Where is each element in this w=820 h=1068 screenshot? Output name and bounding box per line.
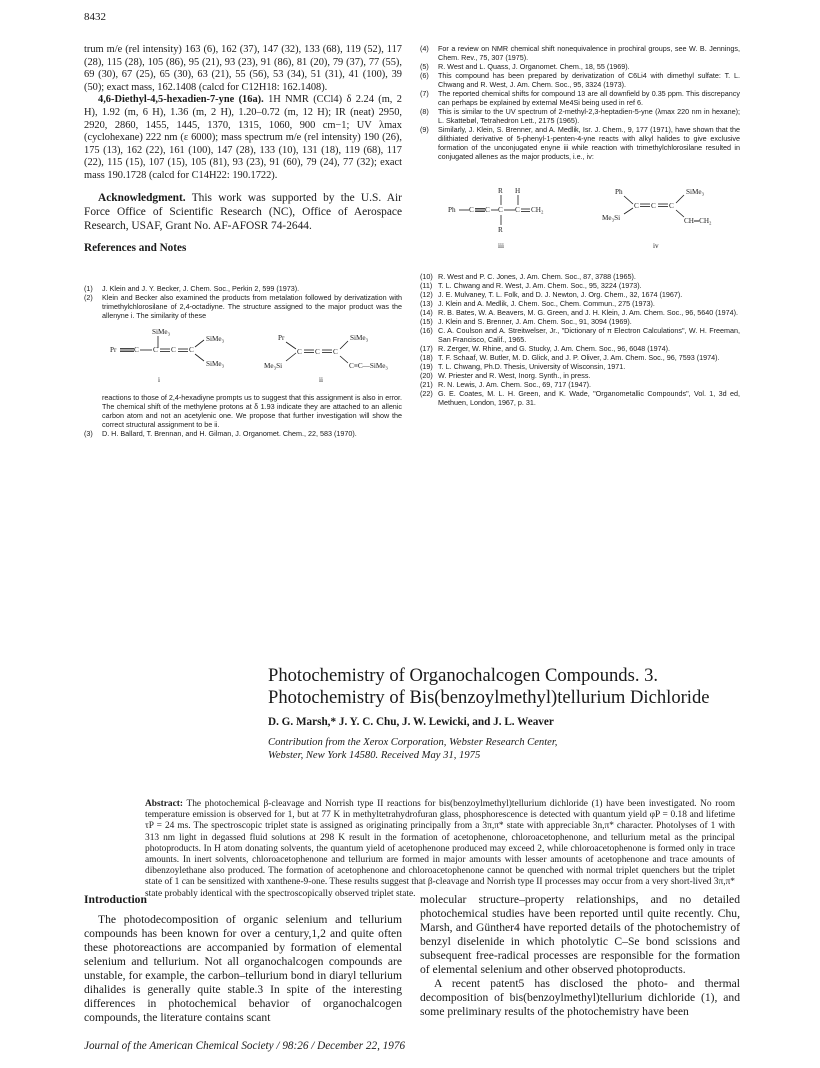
article-authors: D. G. Marsh,* J. Y. C. Chu, J. W. Lewicki, and J. L. Weaver <box>268 716 554 728</box>
reference-number: (12) <box>420 290 433 299</box>
reference-text: For a review on NMR chemical shift nonequivalence in prochiral groups, see W. B. Jennings, Chem. Rev., 75, 307 (1975). <box>438 44 740 62</box>
struct-i-top-sime3: SiMe₃ <box>152 328 171 336</box>
reference-number: (14) <box>420 308 433 317</box>
intro-paragraph-2: molecular structure–property relationships, and no detailed photochemical studies have been reported until quite recently. Chu, Marsh, and Günther4 have reported details of the photochemistry of benzyl diselenide in which photolytic C–Se bond scissions and subsequent free-radical processes are responsible for the formation of elemental selenium and other observed photoproducts. <box>420 893 740 976</box>
reference-text: C. A. Coulson and A. Streitwelser, Jr., "Dictionary of π Electron Calculations", W. H. Freeman, San Francisco, Calif., 1965. <box>438 326 740 344</box>
intro-paragraph-1: The photodecomposition of organic selenium and tellurium compounds has been known for over a century,1,2 and quite often these photoreactions are accompanied by formation of elemental selenium and tellurium. Not all organochalcogen compounds are unstable, for example, the carbon–tellurium bond in diaryl tellurium dihalides is generally quite stable.3 In spite of the interesting differences in photochemical behavior of organochalcogen compounds, the literature contains scant <box>84 913 402 1024</box>
journal-footer: Journal of the American Chemical Society / 98:26 / December 22, 1976 <box>84 1040 406 1052</box>
reference-number: (5) <box>420 62 429 71</box>
struct-ii-tail: C≡C—SiMe₃ <box>349 362 388 370</box>
struct-ii-label: ii <box>319 376 323 384</box>
struct-iv-me3si: Me₃Si <box>602 214 621 222</box>
reference-item <box>420 281 740 290</box>
reference-number: (21) <box>420 380 433 389</box>
reference-item <box>420 362 740 371</box>
reference-item <box>420 371 740 380</box>
struct-iii-h-top: H <box>515 187 521 195</box>
struct-iii-label: iii <box>498 242 504 250</box>
struct-iv-ph: Ph <box>615 188 623 196</box>
reference-item <box>420 353 740 362</box>
reference-text: reactions to those of 2,4-hexadiyne prompts us to suggest that this assignment is also in error. The chemical shift of the methylene protons at δ 1.93 indicate they are attached to an allenic carbon atom and not an acetylenic one. We propose that further investigation will show the correct structural assignment to be ii. <box>102 393 402 429</box>
reference-number: (2) <box>84 293 93 302</box>
reference-number: (7) <box>420 89 429 98</box>
reference-number: (13) <box>420 299 433 308</box>
intro-right-column <box>420 893 740 1019</box>
struct-ii-c2: C <box>315 348 320 356</box>
intro-left-column <box>84 893 402 1025</box>
structures-iii-iv <box>440 184 740 270</box>
acknowledgment-paragraph <box>84 191 402 233</box>
struct-iv-sime3: SiMe₃ <box>686 188 705 196</box>
reference-number: (16) <box>420 326 433 335</box>
struct-i-sime3-a: SiMe₃ <box>206 335 225 343</box>
article-title <box>268 665 710 709</box>
reference-item <box>420 125 740 161</box>
reference-item <box>420 308 740 317</box>
reference-text: R. West and L. Quass, J. Organomet. Chem., 18, 55 (1969). <box>438 62 630 71</box>
reference-number: (6) <box>420 71 429 80</box>
right-references-1 <box>420 44 740 161</box>
reference-number: (8) <box>420 107 429 116</box>
intro-paragraph-3: A recent patent5 has disclosed the photo- and thermal decomposition of bis(benzoylmethyl)tellurium dichloride (1), and some preliminary results of the photochemistry have been <box>420 977 740 1018</box>
reference-text: G. E. Coates, M. L. H. Green, and K. Wade, "Organometallic Compounds", Vol. 1, 3d ed, Methuen, London, 1967, p. 31. <box>438 389 740 407</box>
reference-text: Klein and Becker also examined the products from metalation followed by derivatization with trimethylchlorosilane of 2,4-octadiyne. The structure assigned to the major product was the allenyne i. The similarity of these <box>102 293 402 320</box>
reference-text: R. Zerger, W. Rhine, and G. Stucky, J. Am. Chem. Soc., 96, 6048 (1974). <box>438 344 670 353</box>
reference-item <box>84 284 402 293</box>
reference-item <box>420 71 740 89</box>
struct-i-c4: C <box>189 346 194 354</box>
reference-text: The reported chemical shifts for compound 13 are all downfield by 0.35 ppm. This discrepancy can perhaps be explained by external Me4Si being used in ref 6. <box>438 89 740 107</box>
struct-ii-pr: Pr <box>278 334 285 342</box>
reference-item <box>420 107 740 125</box>
affiliation-line-2: Webster, New York 14580. Received May 31, 1975 <box>268 749 481 761</box>
acknowledgment-label: Acknowledgment. <box>98 191 186 204</box>
struct-iii-ch2: CH₂ <box>531 206 544 214</box>
compound-16a-data: 1H NMR (CCl4) δ 2.24 (m, 2 H), 1.92 (m, 6 H), 1.36 (m, 2 H), 1.20–0.72 (m, 12 H); IR (neat) 2950, 2920, 2860, 1455, 1445, 1370, 1315, 1060, 900 cm−1; UV λmax (cyclohexane) 222 nm (ε 6000); mass spectrum m/e (rel intensity) 190 (26), 175 (13), 162 (22), 161 (100), 147 (28), 133 (10), 131 (18), 119 (68), 117 (22), 115 (15), 107 (15), 105 (81), 93 (23), 91 (60), 79 (24), 77 (32); exact mass 190.1728 (calcd for C14H22: 190.1722). <box>84 94 402 181</box>
struct-iii-r-bottom: R <box>498 226 503 234</box>
reference-item <box>84 393 402 429</box>
reference-number: (18) <box>420 353 433 362</box>
reference-item <box>420 344 740 353</box>
reference-number: (20) <box>420 371 433 380</box>
reference-item <box>420 389 740 407</box>
struct-i-sime3-b: SiMe₃ <box>206 360 225 368</box>
right-references-2 <box>420 272 740 407</box>
struct-iv-chch2: CH═CH₂ <box>684 217 712 225</box>
reference-text: R. West and P. C. Jones, J. Am. Chem. Soc., 87, 3788 (1965). <box>438 272 636 281</box>
struct-iii-c3: C <box>498 206 503 214</box>
reference-number: (22) <box>420 389 433 398</box>
struct-i-pr: Pr <box>110 346 117 354</box>
struct-i-label: i <box>158 376 160 384</box>
reference-text: R. B. Bates, W. A. Beavers, M. G. Green, and J. H. Klein, J. Am. Chem. Soc., 96, 5640 (1974). <box>438 308 739 317</box>
left-references-2 <box>84 393 402 438</box>
struct-iii-r-top: R <box>498 187 503 195</box>
struct-ii-c1: C <box>297 348 302 356</box>
reference-text: D. H. Ballard, T. Brennan, and H. Gilman, J. Organomet. Chem., 22, 583 (1970). <box>102 429 357 438</box>
struct-iii-c2: C <box>485 206 490 214</box>
article-title-line-1: Photochemistry of Organochalcogen Compounds. 3. <box>268 665 659 686</box>
reference-item <box>84 293 402 320</box>
reference-text: J. Klein and A. Medlik, J. Chem. Soc., Chem. Commun., 275 (1973). <box>438 299 655 308</box>
references-heading: References and Notes <box>84 241 187 254</box>
reference-text: J. Klein and S. Brenner, J. Am. Chem. Soc., 91, 3094 (1969). <box>438 317 632 326</box>
reference-item <box>84 429 402 438</box>
reference-text: This is similar to the UV spectrum of 2-methyl-2,3-heptadien-5-yne (λmax 220 nm in hexane); L. Skattebøl, Tetrahedron Lett., 2175 (1965). <box>438 107 740 125</box>
reference-text: Similarly, J. Klein, S. Brenner, and A. Medlik, Isr. J. Chem., 9, 177 (1971), have shown that the dilithiated derivative of 5-phenyl-1-penten-4-yne reacts with alkyl halides to give exclusive formation of the unconjugated enyne iii while reaction with trimethylchlorosilane resulted in conjugated allenes as the major products, i.e., iv: <box>438 125 740 161</box>
struct-i-c3: C <box>171 346 176 354</box>
introduction-heading: Introduction <box>84 893 147 906</box>
struct-ii-me3si: Me₃Si <box>264 362 283 370</box>
reference-item <box>420 299 740 308</box>
abstract-label: Abstract: <box>145 799 184 809</box>
struct-iii-c1: C <box>469 206 474 214</box>
reference-text: T. L. Chwang, Ph.D. Thesis, University of Wisconsin, 1971. <box>438 362 626 371</box>
mass-spectrum-continuation: trum m/e (rel intensity) 163 (6), 162 (37), 147 (32), 133 (68), 119 (52), 117 (28), 115 (28), 105 (86), 95 (21), 93 (23), 91 (86), 81 (20), 79 (37), 77 (55), 69 (30), 67 (25), 65 (30), 63 (21), 55 (56), 53 (34), 51 (31), 41 (100), 39 (50); exact mass, 162.1408 (calcd for C12H18: 162.1408). <box>84 44 402 93</box>
affiliation-line-1: Contribution from the Xerox Corporation, Webster Research Center, <box>268 737 558 748</box>
reference-text: R. N. Lewis, J. Am. Chem. Soc., 69, 717 (1947). <box>438 380 591 389</box>
struct-iii-ph: Ph <box>448 206 456 214</box>
article-title-line-2: Photochemistry of Bis(benzoylmethyl)tellurium Dichloride <box>268 687 710 708</box>
reference-number: (17) <box>420 344 433 353</box>
reference-text: This compound has been prepared by derivatization of C6Li4 with dimethyl sulfate: T. L. Chwang and R. West, J. Am. Chem. Soc., 95, 3324 (1973). <box>438 71 740 89</box>
compound-16a-name: 4,6-Diethyl-4,5-hexadien-7-yne (16a). <box>98 94 264 106</box>
reference-number: (9) <box>420 125 429 134</box>
page-number: 8432 <box>84 11 106 23</box>
reference-item <box>420 272 740 281</box>
struct-iv-label: iv <box>653 242 659 250</box>
struct-iv-c2: C <box>651 202 656 210</box>
reference-item <box>420 326 740 344</box>
reference-item <box>420 62 740 71</box>
struct-ii-sime3: SiMe₃ <box>350 334 369 342</box>
struct-i-c1: C <box>134 346 139 354</box>
reference-number: (15) <box>420 317 433 326</box>
reference-text: T. L. Chwang and R. West, J. Am. Chem. Soc., 95, 3224 (1973). <box>438 281 642 290</box>
reference-text: T. F. Schaaf, W. Butler, M. D. Glick, and J. P. Oliver, J. Am. Chem. Soc., 96, 7593 (1974). <box>438 353 720 362</box>
struct-iv-c1: C <box>634 202 639 210</box>
reference-number: (4) <box>420 44 429 53</box>
reference-number: (11) <box>420 281 433 290</box>
left-references-1 <box>84 284 402 320</box>
reference-item <box>420 89 740 107</box>
article-affiliation <box>268 737 557 762</box>
structures-i-ii <box>100 326 400 388</box>
left-column-top <box>84 44 402 254</box>
struct-i-c2: C <box>153 346 158 354</box>
reference-number: (1) <box>84 284 93 293</box>
compound-16a-paragraph <box>84 94 402 182</box>
reference-item <box>420 380 740 389</box>
abstract-text: The photochemical β-cleavage and Norrish type II reactions for bis(benzoylmethyl)tellurium dichloride (1) have been investigated. No room temperature emission is observed for 1, but at 77 K in methyltetrahydrofuran glass, phosphorescence is detected with quantum yield φP = 0.18 and lifetime τP = 24 ms. The spectroscopic triplet state is assigned as originating principally from a 3π,π* state with appreciable 3n,π* character. Photolyses of 1 with 313 nm light in degassed fluid solutions at 298 K result in the formation of acetophenone, chloroacetophenone, and tellurium metal as the principal photoproducts. In H atom donating solvents, the quantum yield of acetophenone produced may exceed 2, while chloroacetophenone is formed only in trace amounts. In inert solvents, chloroacetophenone and tellurium are formed in major amounts with lesser amounts of acetophenone and trace amounts of dibenzoylethane also produced. The formation of acetophenone and chloroacetophenone cannot be quenched with normal triplet quenchers but the triplet state of 1 can be sensitized with xanthene-9-one. These results suggest that β-cleavage and Norrish type II processes may occur from a very short-lived 3π,π* state probably identical with the spectroscopically observed triplet state. <box>145 799 736 899</box>
reference-item <box>420 44 740 62</box>
reference-item <box>420 317 740 326</box>
reference-text: W. Priester and R. West, Inorg. Synth., in press. <box>438 371 591 380</box>
acknowledgment-text: This work was supported by the U.S. Air Force Office of Scientific Research (NC), Office of Aerospace Research, USAF, Grant No. AF-AFOSR 74-2644. <box>84 191 402 232</box>
struct-iii-c4: C <box>515 206 520 214</box>
reference-text: J. E. Mulvaney, T. L. Folk, and D. J. Newton, J. Org. Chem., 32, 1674 (1967). <box>438 290 683 299</box>
reference-number: (3) <box>84 429 93 438</box>
struct-iv-c3: C <box>669 202 674 210</box>
struct-ii-c3: C <box>333 348 338 356</box>
reference-text: J. Klein and J. Y. Becker, J. Chem. Soc., Perkin 2, 599 (1973). <box>102 284 300 293</box>
reference-number: (10) <box>420 272 433 281</box>
reference-number: (19) <box>420 362 433 371</box>
abstract <box>145 799 735 900</box>
reference-item <box>420 290 740 299</box>
